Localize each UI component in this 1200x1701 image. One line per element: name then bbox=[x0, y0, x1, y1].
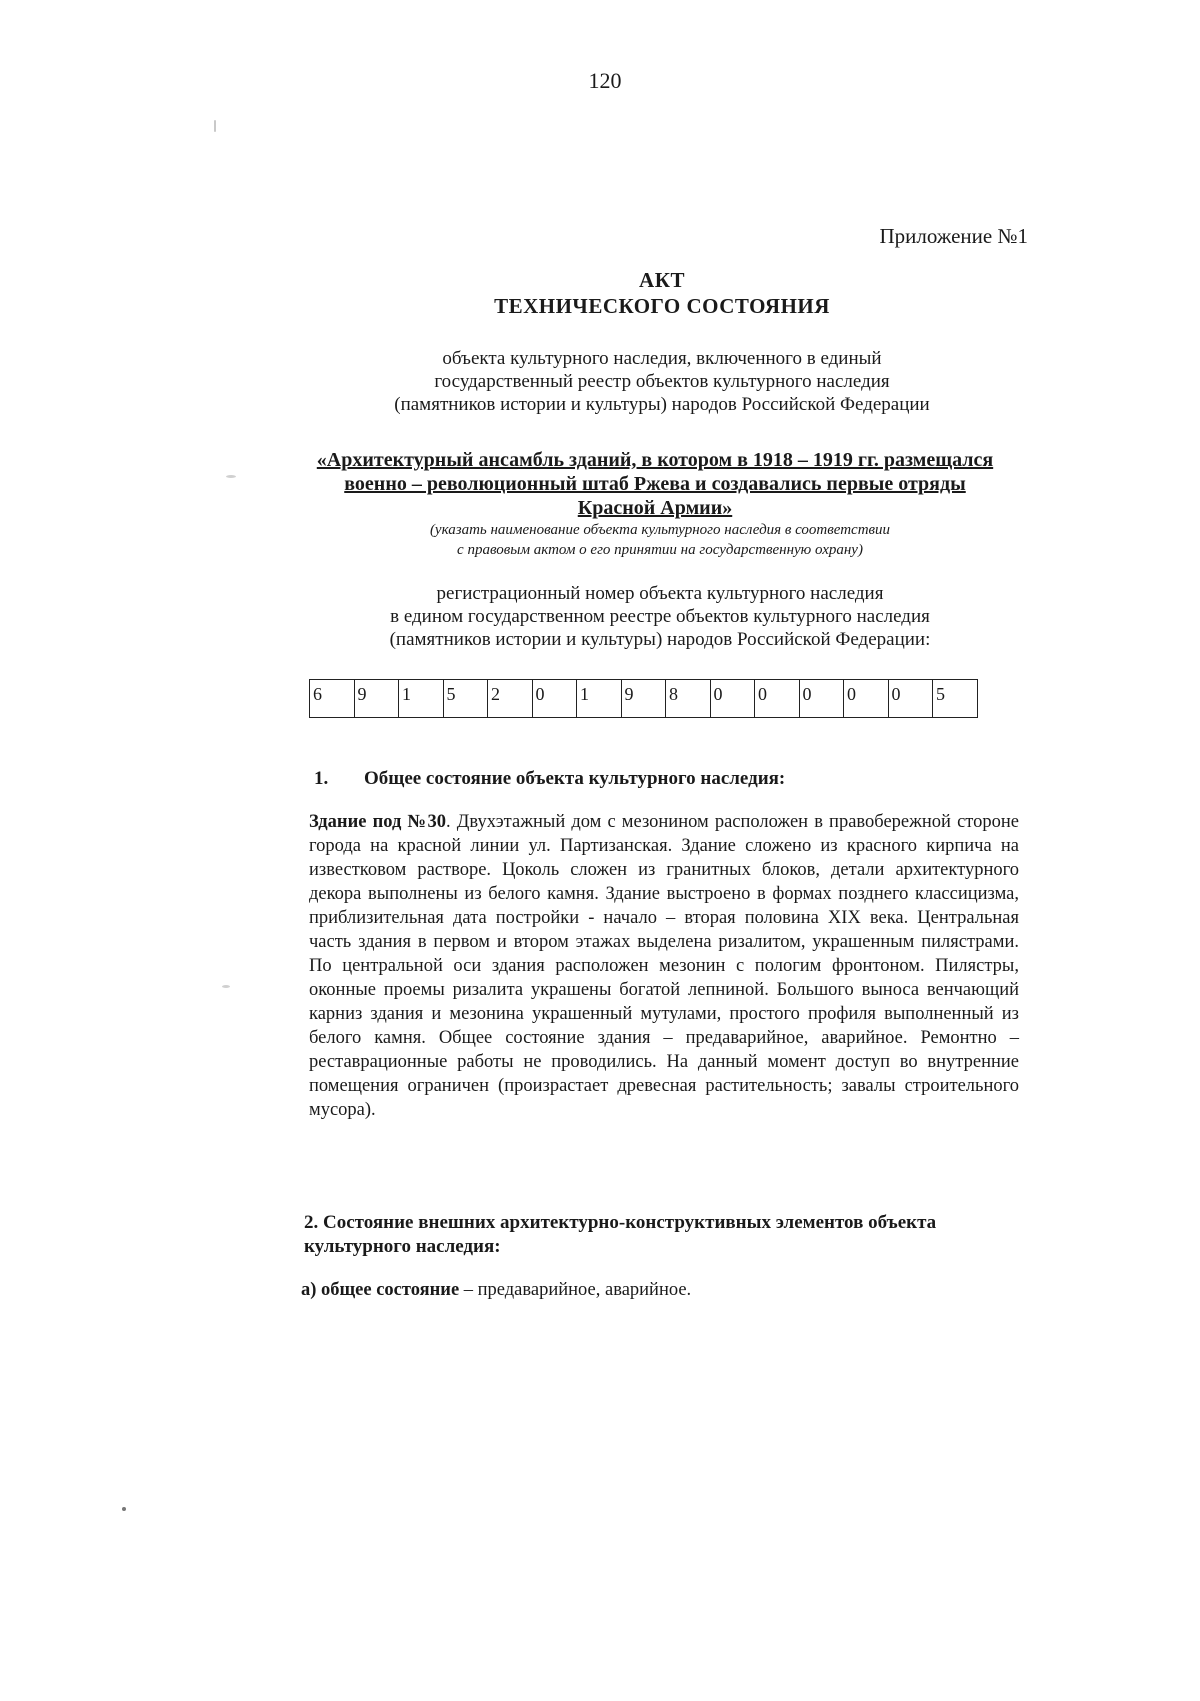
registration-digit-cell: 9 bbox=[354, 680, 399, 718]
subtitle-line: (памятников истории и культуры) народов Российской Федерации bbox=[394, 394, 930, 415]
registration-digit-cell: 0 bbox=[755, 680, 800, 718]
scan-speck bbox=[222, 985, 230, 988]
registration-digit-cell: 1 bbox=[577, 680, 622, 718]
registration-digit-cell: 5 bbox=[933, 680, 978, 718]
section-1-lead: Здание под №30 bbox=[309, 812, 447, 832]
registration-number-table bbox=[309, 679, 978, 718]
object-name-line: «Архитектурный ансамбль зданий, в котором в 1918 – 1919 гг. размещался bbox=[316, 449, 994, 471]
registration-label bbox=[320, 582, 1000, 651]
subtitle-line: государственный реестр объектов культурного наследия bbox=[434, 371, 890, 392]
section-1-text: . Двухэтажный дом с мезонином расположен в правобережной стороне города на красной линии ул. Партизанская. Здание сложено из красного кирпича на известковом растворе. Цоколь сложен из гранитных блоков, детали архитектурного декора выполнены из белого камня. Здание выстроено в формах позднего классицизма, приблизительная дата постройки - начало – вторая половина XIX века. Центральная часть здания в первом и втором этажах выделена ризалитом, украшенным пилястрами. По центральной оси здания расположен мезонин с пологим фронтоном. Пилястры, оконные проемы ризалита украшены богатой лепниной. Большого выноса венчающий карниз здания и мезонина украшенный мутулами, простого профиля выполненный из белого камня. Общее состояние здания – предаварийное, аварийное. Ремонтно – реставрационные работы не проводились. На данный момент доступ во внутренние помещения ограничен (произрастает древесная растительность; завалы строительного мусора). bbox=[309, 812, 1019, 1120]
hint-line: (указать наименование объекта культурного наследия в соответствии bbox=[429, 522, 891, 538]
document-title bbox=[292, 268, 1032, 320]
registration-digit-cell: 2 bbox=[488, 680, 533, 718]
registration-label-line: в едином государственном реестре объектов культурного наследия bbox=[390, 606, 930, 627]
object-name bbox=[285, 448, 1025, 520]
section-1-number: 1. bbox=[314, 768, 329, 789]
title-line-2: ТЕХНИЧЕСКОГО СОСТОЯНИЯ bbox=[494, 294, 830, 318]
registration-label-line: регистрационный номер объекта культурного наследия bbox=[436, 583, 884, 604]
object-name-line: Красной Армии» bbox=[577, 497, 733, 519]
section-2-item bbox=[301, 1280, 1021, 1301]
title-line-1: АКТ bbox=[639, 268, 685, 292]
object-name-line: военно – революционный штаб Ржева и создавались первые отряды bbox=[344, 473, 966, 495]
registration-digit-cell: 0 bbox=[844, 680, 889, 718]
scan-speck bbox=[122, 1507, 126, 1511]
registration-digit-cell: 0 bbox=[532, 680, 577, 718]
scan-speck bbox=[226, 475, 236, 478]
registration-digit-cell: 1 bbox=[399, 680, 444, 718]
registration-digit-cell: 0 bbox=[710, 680, 755, 718]
section-2-item-text: – предаварийное, аварийное. bbox=[459, 1280, 692, 1300]
document-subtitle bbox=[292, 347, 1032, 416]
page-number: 120 bbox=[588, 68, 622, 93]
registration-number-row bbox=[310, 680, 978, 718]
registration-digit-cell: 0 bbox=[799, 680, 844, 718]
section-1-title: Общее состояние объекта культурного наследия: bbox=[364, 768, 786, 789]
registration-digit-cell: 6 bbox=[310, 680, 355, 718]
section-2-heading: 2. Состояние внешних архитектурно-конструктивных элементов объекта культурного наследия: bbox=[304, 1212, 937, 1257]
subtitle-line: объекта культурного наследия, включенного в единый bbox=[442, 348, 882, 369]
object-name-hint bbox=[320, 520, 1000, 560]
section-1-heading bbox=[314, 768, 1034, 790]
section-1-body bbox=[309, 810, 1019, 1122]
registration-digit-cell: 8 bbox=[666, 680, 711, 718]
registration-label-line: (памятников истории и культуры) народов Российской Федерации: bbox=[389, 629, 931, 650]
hint-line: с правовым актом о его принятии на государственную охрану) bbox=[457, 542, 863, 558]
registration-digit-cell: 9 bbox=[621, 680, 666, 718]
scan-speck bbox=[214, 120, 216, 132]
registration-digit-cell: 0 bbox=[888, 680, 933, 718]
appendix-label: Приложение №1 bbox=[879, 224, 1028, 248]
registration-digit-cell: 5 bbox=[443, 680, 488, 718]
section-2-item-lead: а) общее состояние bbox=[301, 1280, 460, 1300]
